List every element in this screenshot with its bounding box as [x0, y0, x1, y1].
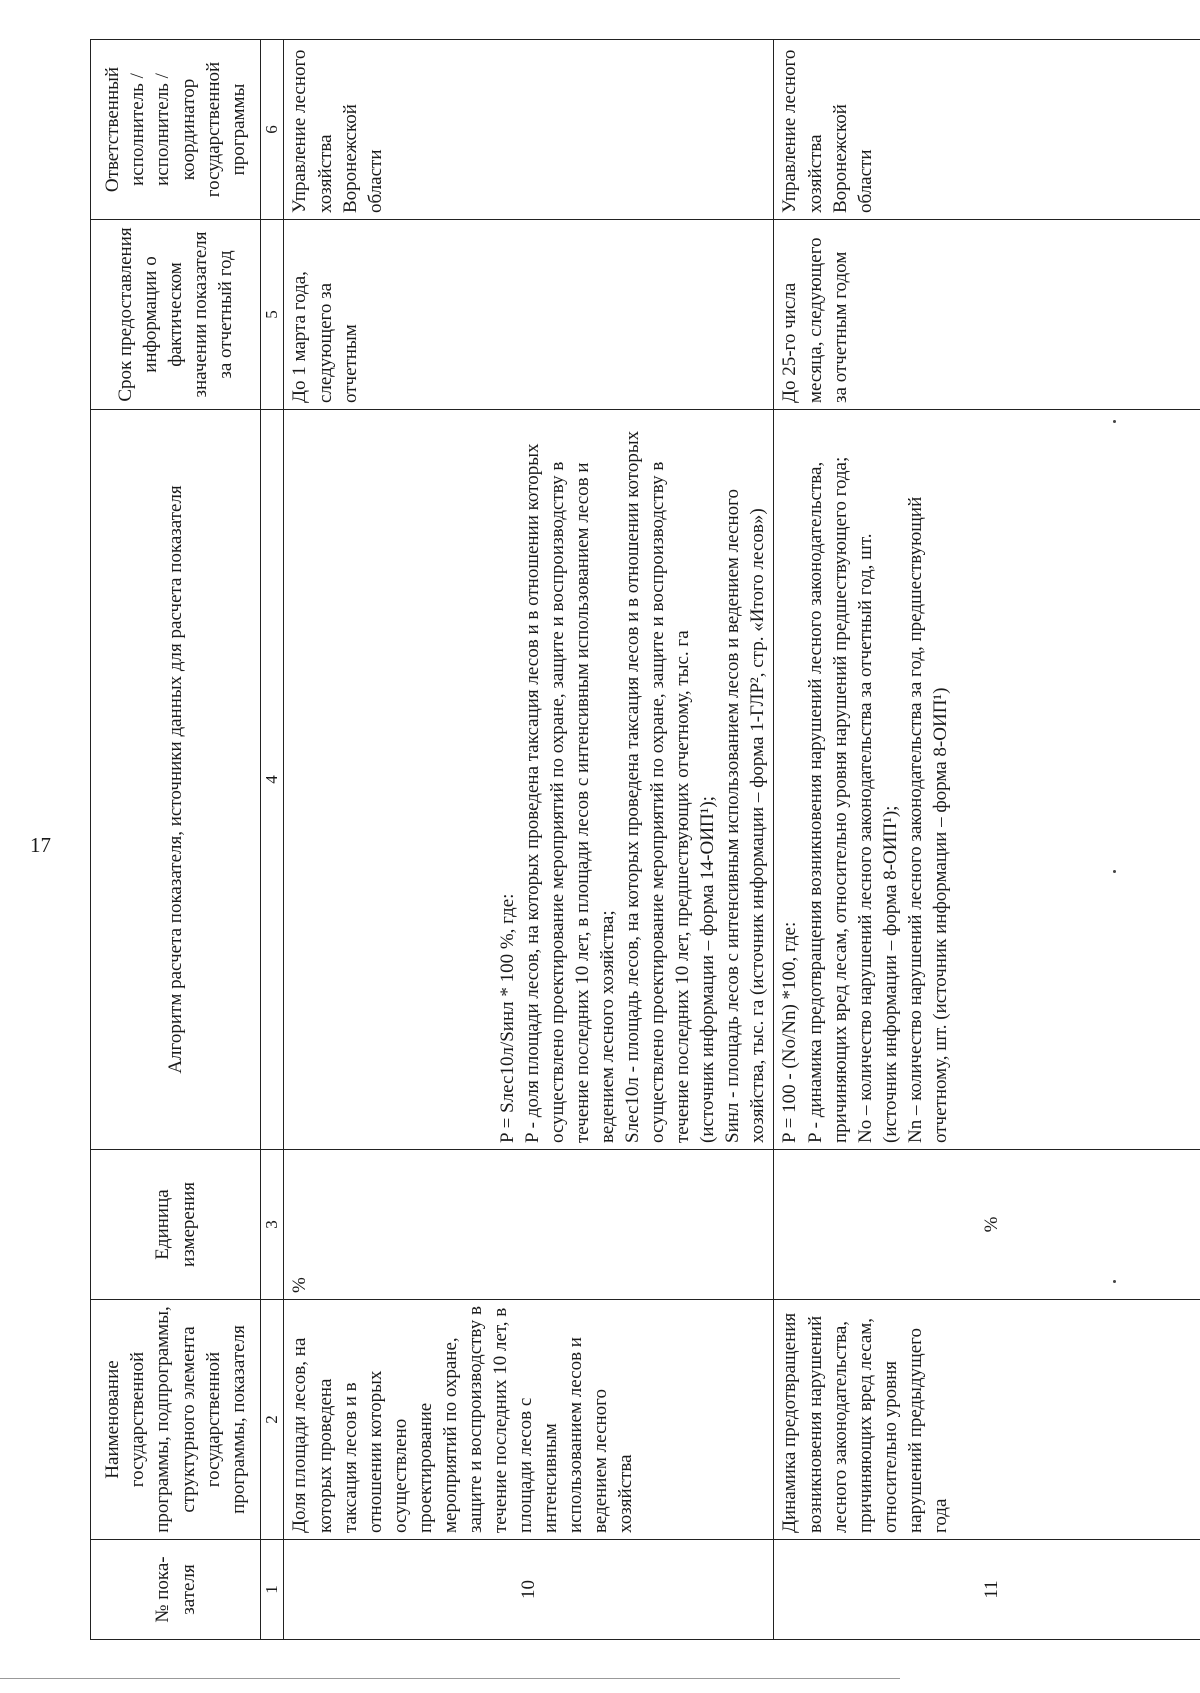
indicator-name: Динамика предотвращения возникновения нарушений лесного законодательства, причиняющих вред лесам, относительно уровня нарушений предыдущего года: [774, 1300, 1200, 1540]
algorithm-line: (источник информации – форма 8-ОИП¹);: [879, 805, 901, 1143]
indicator-number: 11: [774, 1540, 1200, 1640]
header-indicator-number: № пока-зателя: [91, 1540, 261, 1640]
table-row: [284, 40, 774, 1640]
algorithm-line: P - динамика предотвращения возникновения нарушений лесного законодательства, причиняющих вред лесам, относительно уровня нарушений предшествующего года;: [804, 456, 851, 1143]
algorithm-line: Nn – количество нарушений лесного законодательства за год, предшествующий отчетному, шт. (источник информации – форма 8-ОИП¹): [904, 496, 951, 1143]
indicator-number: 10: [284, 1540, 774, 1640]
algorithm-line: P = 100 - (No/Nn) *100, где:: [779, 921, 801, 1143]
column-number: 1: [261, 1540, 284, 1640]
algorithm-cell: [284, 410, 774, 1150]
deadline-value: До 1 марта года, следующего за отчетным: [284, 220, 774, 410]
column-number: 4: [261, 410, 284, 1150]
column-number: 5: [261, 220, 284, 410]
column-number-row: [261, 40, 284, 1640]
table-row: [774, 40, 1200, 1640]
responsible-value: Управление лесного хозяйства Воронежской области: [774, 40, 1200, 220]
scan-speck: [1113, 1280, 1116, 1283]
column-number: 2: [261, 1300, 284, 1540]
unit-value: %: [774, 1150, 1200, 1300]
rotated-table-container: [90, 40, 1200, 1640]
responsible-value: Управление лесного хозяйства Воронежской области: [284, 40, 774, 220]
scan-speck: [1113, 420, 1116, 423]
indicator-name: Доля площади лесов, на которых проведена таксация лесов и в отношении которых осуществлено проектирование мероприятий по охране, защите и воспроизводству в течение последних 10 лет, в площади лесов с интенсивным использованием лесов и ведением лесного хозяйства: [284, 1300, 774, 1540]
algorithm-cell: [774, 410, 1200, 1150]
algorithm-line: No – количество нарушений лесного законодательства за отчетный год, шт.: [854, 533, 876, 1143]
column-number: 3: [261, 1150, 284, 1300]
algorithm-line: Sинл - площадь лесов с интенсивным использованием лесов и ведением лесного хозяйства, тыс. га (источник информации – форма 1-ГЛР², стр. «Итого лесов»): [722, 489, 769, 1143]
header-algorithm: Алгоритм расчета показателя, источники данных для расчета показателя: [91, 410, 261, 1150]
header-row: [91, 40, 261, 1640]
page-number: 17: [30, 833, 51, 857]
algorithm-line: (источник информации – форма 14-ОИП¹);: [697, 796, 719, 1143]
page-bottom-rule: [0, 1678, 900, 1679]
indicator-table: [90, 39, 1200, 1640]
algorithm-line: Sлес10л - площадь лесов, на которых проведена таксация лесов и в отношении которых осуществлено проектирование мероприятий по охране, защите и воспроизводству в течение последних 10 лет, предшествующих отчетному, тыс. га: [621, 430, 694, 1143]
header-deadline: Срок предоставления информации о фактическом значении показателя за отчетный год: [91, 220, 261, 410]
algorithm-line: P = Sлес10л/Sинл * 100 %, где:: [496, 893, 518, 1143]
scan-speck: [1113, 870, 1116, 873]
unit-value: %: [284, 1150, 774, 1300]
header-unit: Единица измерения: [91, 1150, 261, 1300]
deadline-value: До 25-го числа месяца, следующего за отчетным годом: [774, 220, 1200, 410]
column-number: 6: [261, 40, 284, 220]
algorithm-line: P - доля площади лесов, на которых проведена таксация лесов и в отношении которых осуществлено проектирование мероприятий по охране, защите и воспроизводству в течение последних 10 лет, в площади лесов с интенсивным использованием лесов и ведением лесного хозяйства;: [521, 443, 618, 1143]
header-indicator-name: Наименование государственной программы, подпрограммы, структурного элемента государственной программы, показателя: [91, 1300, 261, 1540]
header-responsible: Ответственный исполнитель / исполнитель / координатор государственной программы: [91, 40, 261, 220]
